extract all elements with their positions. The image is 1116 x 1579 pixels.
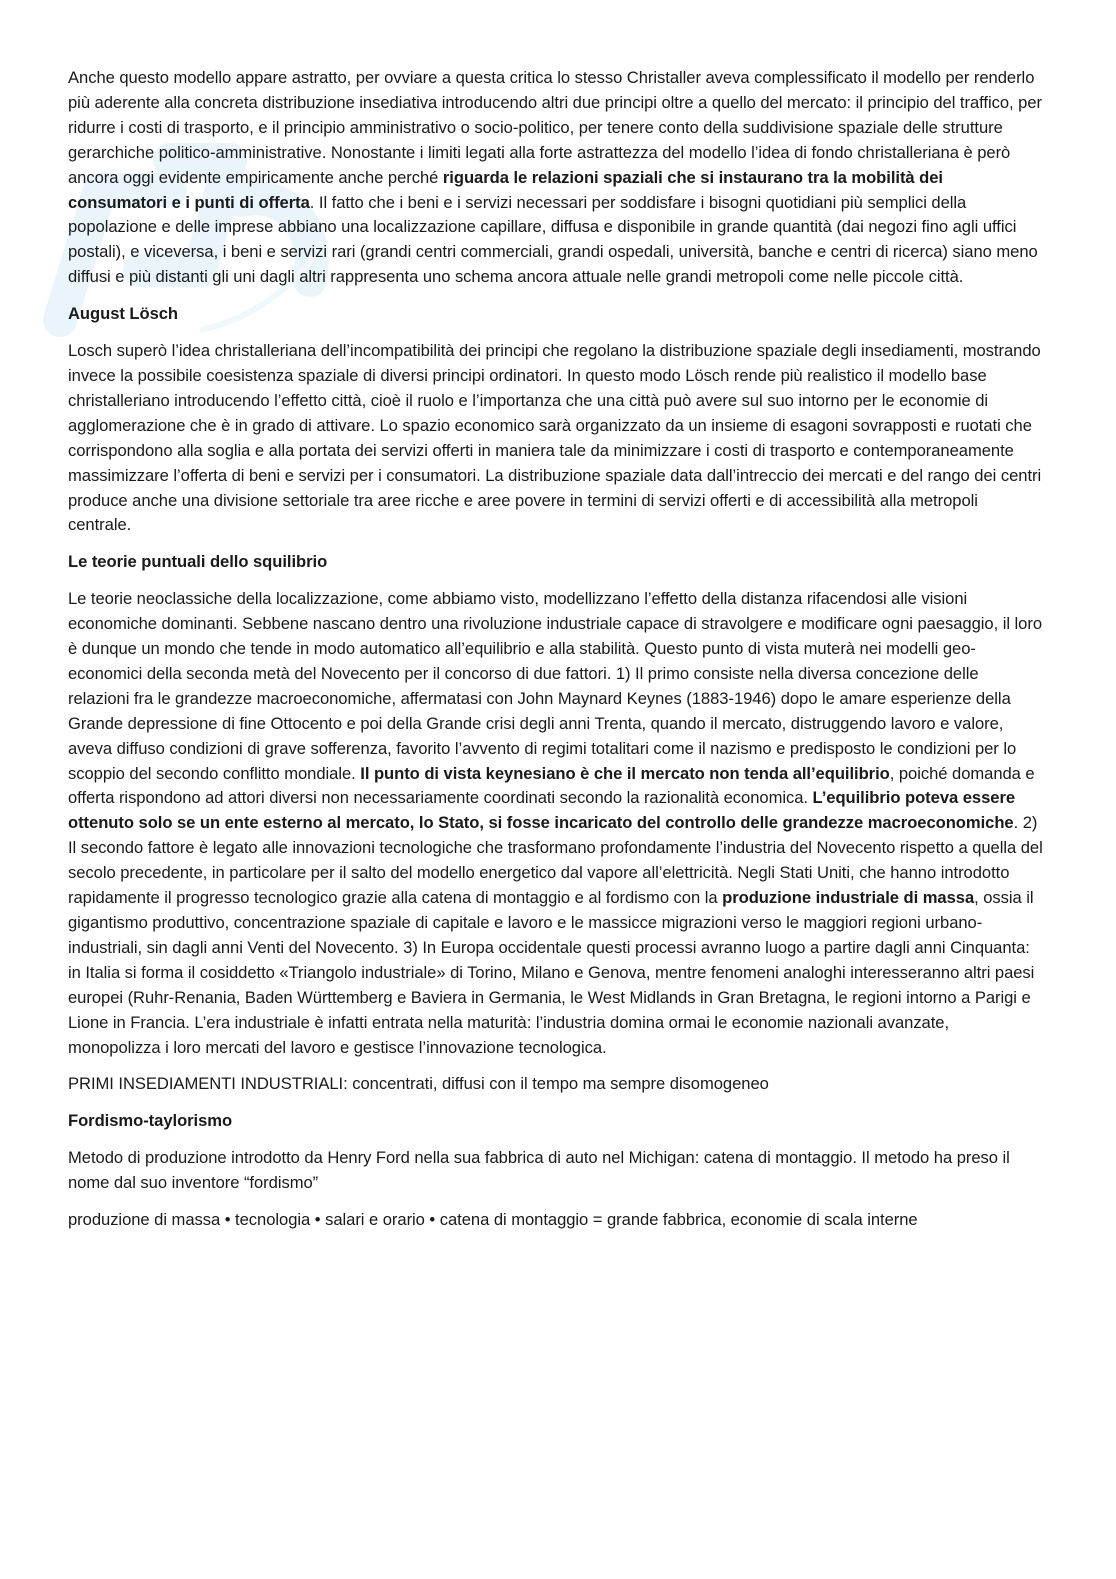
text-run: . 2) Il secondo fattore è legato alle innovazioni tecnologiche che trasformano profondamente l’industria del Novecento rispetto a quella del secolo precedente, in particolare per il salto del modello energetico dal vapore all’elettricità. Negli Stati Uniti, che hanno introdotto rapidamente il progresso tecnologico grazie alla catena di montaggio e al fordismo con la [68,813,1043,908]
paragraph-losch: Losch superò l’idea christalleriana dell’incompatibilità dei principi che regolano la distribuzione spaziale degli insediamenti, mostrando invece la possibile coesistenza spaziale di diversi principi ordinatori. In questo modo Lösch rende più realistico il modello base christalleriano introducendo l’effetto città, cioè il ruolo e l’importanza che una città può avere sul suo intorno per le economie di agglomerazione che è in grado di attivare. Lo spazio economico sarà organizzato da un insieme di esagoni sovrapposti e ruotati che corrispondono alla soglia e alla portata dei servizi offerti in maniera tale da minimizzare i costi di trasporto e contemporaneamente massimizzare l’offerta di beni e servizi per i consumatori. La distribuzione spaziale data dall’intreccio dei mercati e del rango dei centri produce anche una divisione settoriale tra aree ricche e aree povere in termini di servizi offerti e di accessibilità alla metropoli centrale. [68,341,1042,535]
bold-run: L’equilibrio poteva essere ottenuto solo se un ente esterno al mercato, lo Stato, si fosse incaricato del controllo delle grandezze macroeconomiche [68,788,1016,833]
paragraph-primi-insediamenti: PRIMI INSEDIAMENTI INDUSTRIALI: concentrati, diffusi con il tempo ma sempre disomogeneo [68,1074,769,1094]
text-run: Anche questo modello appare astratto, per ovviare a questa critica lo stesso Christaller aveva complessificato il modello per renderlo più aderente alla concreta distribuzione insediativa introducendo altri due principi oltre a quello del mercato: il principio del traffico, per ridurre i costi di trasporto, e il principio amministrativo o socio-politico, per tenere conto della suddivisione spaziale delle strutture gerarchiche politico-amministrative. Nonostante i limiti legati alla forte astrattezza del modello l’idea di fondo christalleriana è però ancora oggi evidente empiricamente anche perché [68,68,1042,187]
text-run: . Il fatto che i beni e i servizi necessari per soddisfare i bisogni quotidiani più semplici della popolazione e delle imprese abbiano una localizzazione capillare, diffusa e disponibile in grande quantità (dai negozi fino agli uffici postali), e viceversa, i beni e servizi rari (grandi centri commerciali, grandi ospedali, università, banche e centri di ricerca) siano meno diffusi e più distanti gli uni dagli altri rappresenta uno schema ancora attuale nelle grandi metropoli come nelle piccole città. [68,192,1038,287]
text-run: Le teorie neoclassiche della localizzazione, come abbiamo visto, modellizzano l’effetto della distanza rifacendosi alle visioni economiche dominanti. Sebbene nascano dentro una rivoluzione industriale capace di stravolgere e modificare ogni paesaggio, il loro è dunque un mondo che tende in modo automatico all’equilibrio e alla stabilità. Questo punto di vista muterà nei modelli geo-economici della seconda metà del Novecento per il concorso di due fattori. 1) Il primo consiste nella diversa concezione delle relazioni fra le grandezze macroeconomiche, affermatasi con John Maynard Keynes (1883-1946) dopo le amare esperienze della Grande depressione di fine Ottocento e poi della Grande crisi degli anni Trenta, quando il mercato, distruggendo lavoro e valore, aveva diffuso condizioni di grave sofferenza, favorito l’avvento di regimi totalitari come il nazismo e predisposto le condizioni per lo scoppio del secondo conflitto mondiale. [68,589,1043,783]
paragraph-christaller [68,66,1043,290]
heading-fordismo: Fordismo-taylorismo [68,1111,233,1131]
heading-teorie-squilibrio: Le teorie puntuali dello squilibrio [68,552,328,572]
text-run: , ossia il gigantismo produttivo, concentrazione spaziale di capitale e lavoro e le massicce migrazioni verso le maggiori regioni urbano-industriali, sin dagli anni Venti del Novecento. 3) In Europa occidentale questi processi avranno luogo a partire dagli anni Cinquanta: in Italia si forma il cosiddetto «Triangolo industriale» di Torino, Milano e Genova, mentre fenomeni analoghi interesseranno altri paesi europei (Ruhr-Renania, Baden Württemberg e Baviera in Germania, le West Midlands in Gran Bretagna, le regioni intorno a Parigi e Lione in Francia. L’era industriale è infatti entrata nella maturità: l’industria domina ormai le economie nazionali avanzate, monopolizza i loro mercati del lavoro e gestisce l’innovazione tecnologica. [68,888,1035,1057]
text-run: , poiché domanda e offerta rispondono ad attori diversi non necessariamente coordinati secondo la razionalità economica. [68,763,1035,808]
heading-august-losch: August Lösch [68,304,179,324]
bold-run: riguarda le relazioni spaziali che si instaurano tra la mobilità dei consumatori e i punti di offerta [68,167,943,212]
paragraph-teorie-squilibrio [68,587,1043,1060]
paragraph-fordismo-metodo: Metodo di produzione introdotto da Henry Ford nella sua fabbrica di auto nel Michigan: catena di montaggio. Il metodo ha preso il nome dal suo inventore “fordismo” [68,1148,1010,1193]
document-page [68,66,1043,1245]
bold-run: Il punto di vista keynesiano è che il mercato non tenda all’equilibrio [360,763,890,783]
bold-run: produzione industriale di massa [722,888,975,908]
paragraph-fordismo-elenco: produzione di massa • tecnologia • salari e orario • catena di montaggio = grande fabbrica, economie di scala interne [68,1210,918,1230]
